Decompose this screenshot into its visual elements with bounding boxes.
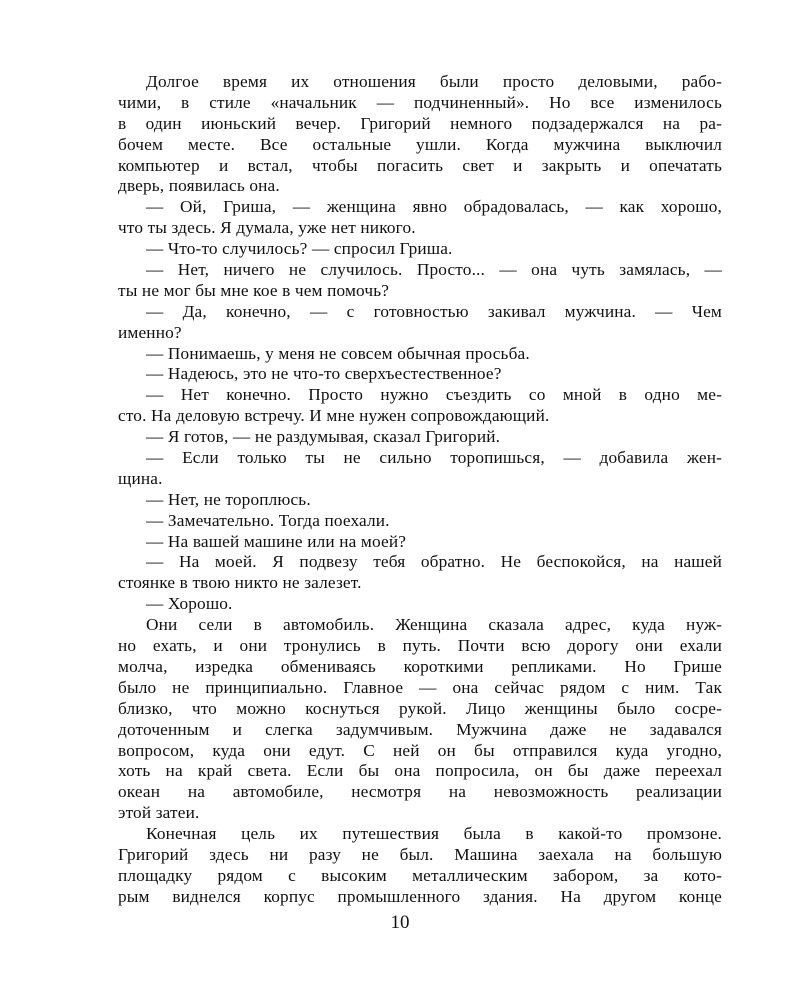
page-body bbox=[118, 72, 722, 908]
text-line: — Что-то случилось? — спросил Гриша. bbox=[146, 239, 453, 259]
text-line: что ты здесь. Я думала, уже нет никого. bbox=[118, 218, 416, 238]
text-line: — Замечательно. Тогда поехали. bbox=[146, 510, 390, 530]
text-line: вопросом, куда они едут. С ней он бы отправился куда угодно, bbox=[118, 740, 722, 760]
text-line: бочем месте. Все остальные ушли. Когда мужчина выключил bbox=[118, 134, 722, 154]
text-line: — Да, конечно, — с готовностью закивал мужчина. — Чем bbox=[146, 301, 722, 321]
text-line: океан на автомобиле, несмотря на невозможность реализации bbox=[118, 782, 722, 802]
text-line: сто. На деловую встречу. И мне нужен сопровождающий. bbox=[118, 406, 550, 426]
text-line: близко, что можно коснуться рукой. Лицо женщины было сосре- bbox=[118, 698, 722, 718]
text-line: Долгое время их отношения были просто деловыми, рабо- bbox=[146, 72, 722, 91]
text-line: но ехать, и они тронулись в путь. Почти всю дорогу они ехали bbox=[118, 636, 722, 656]
text-line: — Ой, Гриша, — женщина явно обрадовалась, — как хорошо, bbox=[146, 197, 722, 217]
text-line: в один июньский вечер. Григорий немного подзадержался на ра- bbox=[118, 113, 722, 133]
text-line: ты не мог бы мне кое в чем помочь? bbox=[118, 280, 390, 300]
text-line: площадку рядом с высоким металлическим забором, за кото- bbox=[118, 865, 722, 885]
text-line: — На моей. Я подвезу тебя обратно. Не беспокойся, на нашей bbox=[146, 552, 722, 572]
text-line: — На вашей машине или на моей? bbox=[146, 531, 407, 551]
text-line: стоянке в твою никто не залезет. bbox=[118, 573, 362, 593]
text-line: — Нет конечно. Просто нужно съездить со мной в одно ме- bbox=[146, 385, 722, 405]
page-number: 10 bbox=[390, 912, 410, 933]
text-line: Григорий здесь ни разу не был. Машина заехала на большую bbox=[118, 844, 722, 864]
text-line: — Нет, ничего не случилось. Просто... — она чуть замялась, — bbox=[146, 260, 722, 280]
text-line: — Хорошо. bbox=[146, 594, 233, 614]
text-line: компьютер и встал, чтобы погасить свет и закрыть и опечатать bbox=[118, 155, 722, 175]
text-line: — Надеюсь, это не что-то сверхъестественное? bbox=[146, 364, 502, 384]
text-line: рым виднелся корпус промышленного здания. На другом конце bbox=[118, 886, 722, 906]
text-line: именно? bbox=[118, 322, 182, 342]
text-line: — Если только ты не сильно торопишься, — добавила жен- bbox=[146, 448, 722, 468]
text-line: хоть на край света. Если бы она попросила, он бы даже переехал bbox=[118, 761, 722, 781]
text-line: щина. bbox=[118, 468, 163, 488]
text-line: Конечная цель их путешествия была в какой-то промзоне. bbox=[146, 824, 722, 844]
text-line: доточенным и слегка задумчивым. Мужчина даже не задавался bbox=[118, 719, 722, 739]
text-line: — Понимаешь, у меня не совсем обычная просьба. bbox=[146, 343, 530, 363]
text-line: Они сели в автомобиль. Женщина сказала адрес, куда нуж- bbox=[146, 615, 722, 635]
text-line: молча, изредка обмениваясь короткими репликами. Но Грише bbox=[118, 656, 722, 676]
text-line: дверь, появилась она. bbox=[118, 176, 280, 196]
text-line: — Я готов, — не раздумывая, сказал Григорий. bbox=[146, 427, 501, 447]
text-line: чими, в стиле «начальник — подчиненный». Но все изменилось bbox=[118, 92, 722, 112]
text-line: этой затеи. bbox=[118, 803, 200, 823]
text-line: — Нет, не тороплюсь. bbox=[146, 489, 311, 509]
text-line: было не принципиально. Главное — она сейчас рядом с ним. Так bbox=[118, 677, 722, 697]
